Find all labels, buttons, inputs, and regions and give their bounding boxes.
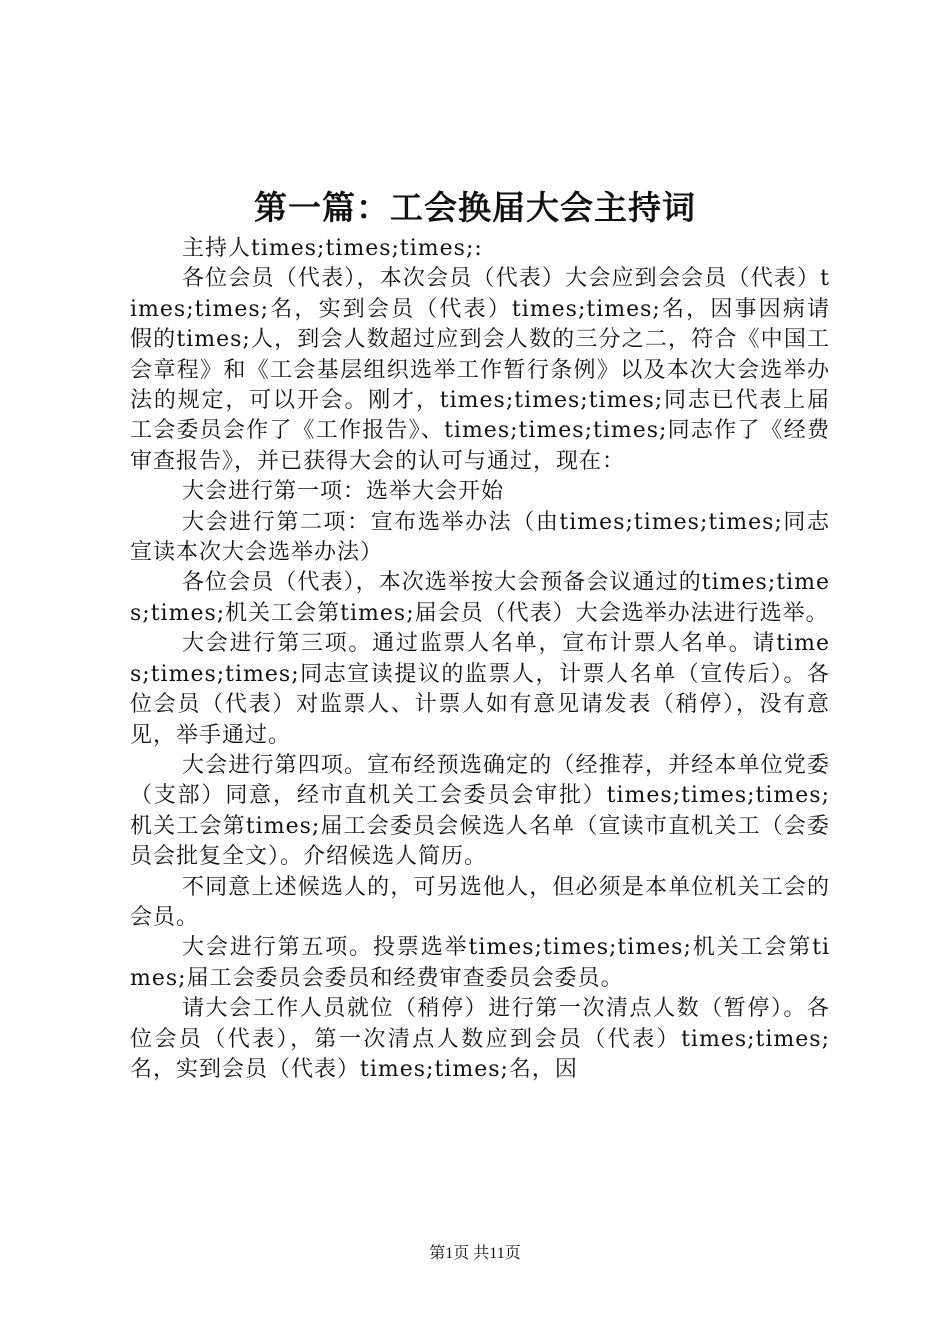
paragraph-item-3: 大会进行第三项。通过监票人名单，宣布计票人名单。请times;times;times;同志宣读提议的监票人，计票人名单（宣传后）。各位会员（代表）对监票人、计票人如有意见请发表（稍停），没有意见，举手通过。 [130,631,830,748]
paragraph-headcount: 请大会工作人员就位（稍停）进行第一次清点人数（暂停）。各位会员（代表），第一次清点人数应到会员（代表）times;times;名，实到会员（代表）times;times;名，因 [130,996,830,1082]
paragraph-host-greeting: 主持人times;times;times;: [182,236,483,261]
paragraph-election-method: 各位会员（代表），本次选举按大会预备会议通过的times;times;times;机关工会第times;届会员（代表）大会选举办法进行选举。 [130,570,830,626]
paragraph-attendance: 各位会员（代表），本次会员（代表）大会应到会会员（代表）times;times;名，实到会员（代表）times;times;名，因事因病请假的times;人，到会人数超过应到会人数的三分之二，符合《中国工会章程》和《工会基层组织选举工作暂行条例》以及本次大会选举办法的规定，可以开会。刚才，times;times;times;同志已代表上届工会委员会作了《工作报告》、times;times;times;同志作了《经费审查报告》，并已获得大会的认可与通过，现在： [130,266,830,474]
paragraph-item-1: 大会进行第一项：选举大会开始 [182,479,505,505]
paragraph-item-4: 大会进行第四项。宣布经预选确定的（经推荐，并经本单位党委（支部）同意，经市直机关工会委员会审批）times;times;times;机关工会第times;届工会委员会候选人名单（宣读市直机关工（会委员会批复全文）。介绍候选人简历。 [130,752,830,870]
paragraph-item-2: 大会进行第二项：宣布选举办法（由times;times;times;同志宣读本次大会选举办法） [130,509,830,566]
document-body [130,234,830,1085]
page-number-footer: 第1页 共11页 [429,1245,521,1262]
paragraph-item-5: 大会进行第五项。投票选举times;times;times;机关工会第times;届工会委员会委员和经费审查委员会委员。 [130,935,830,991]
document-title: 第一篇：工会换届大会主持词 [254,188,696,227]
paragraph-other-candidates: 不同意上述候选人的，可另选他人，但必须是本单位机关工会的会员。 [130,874,830,930]
